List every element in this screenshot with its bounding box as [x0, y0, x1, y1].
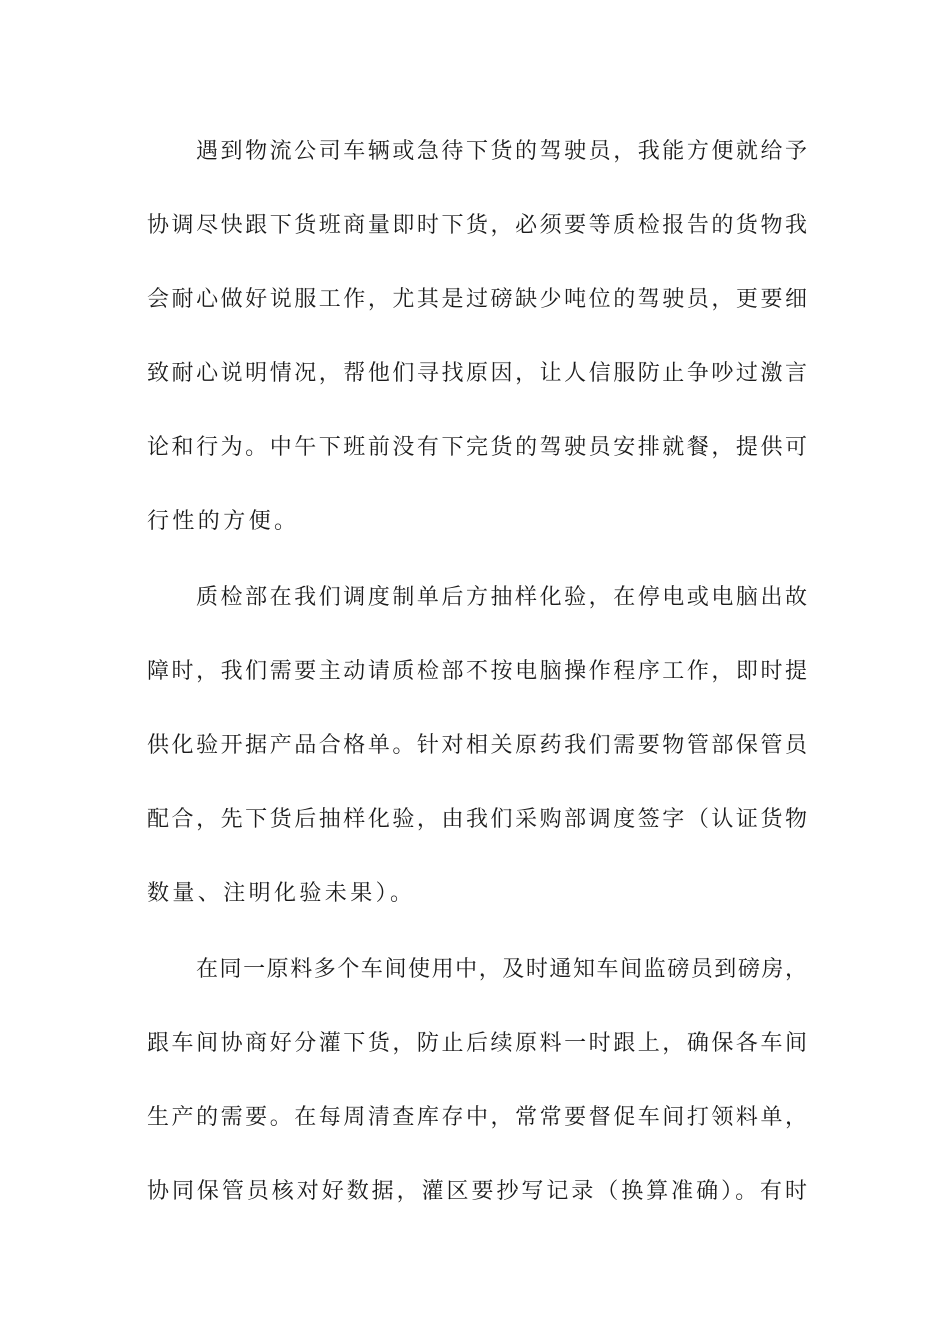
paragraph-1-line-3: 会耐心做好说服工作，尤其是过磅缺少吨位的驾驶员，更要细 — [147, 287, 807, 312]
paragraph-1-line-6: 行性的方便。 — [147, 509, 300, 534]
paragraph-2-line-5: 数量、注明化验未果）。 — [147, 881, 416, 906]
paragraph-2-line-1: 质检部在我们调度制单后方抽样化验，在停电或电脑出故 — [196, 585, 807, 610]
paragraph-2-line-4: 配合，先下货后抽样化验，由我们采购部调度签字（认证货物 — [147, 807, 807, 832]
paragraph-1-line-5: 论和行为。中午下班前没有下完货的驾驶员安排就餐，提供可 — [147, 435, 807, 460]
paragraph-3-line-4: 协同保管员核对好数据，灌区要抄写记录（换算准确）。有时 — [147, 1179, 807, 1204]
paragraph-2-line-3: 供化验开据产品合格单。针对相关原药我们需要物管部保管员 — [147, 733, 807, 758]
paragraph-1-line-1: 遇到物流公司车辆或急待下货的驾驶员，我能方便就给予 — [196, 139, 807, 164]
paragraph-3-line-3: 生产的需要。在每周清查库存中，常常要督促车间打领料单， — [147, 1105, 807, 1130]
paragraph-2-line-2: 障时，我们需要主动请质检部不按电脑操作程序工作，即时提 — [147, 659, 807, 684]
paragraph-3-line-1: 在同一原料多个车间使用中，及时通知车间监磅员到磅房， — [196, 957, 807, 982]
paragraph-1-line-4: 致耐心说明情况，帮他们寻找原因，让人信服防止争吵过激言 — [147, 361, 807, 386]
paragraph-1-line-2: 协调尽快跟下货班商量即时下货，必须要等质检报告的货物我 — [147, 213, 807, 238]
paragraph-3-line-2: 跟车间协商好分灌下货，防止后续原料一时跟上，确保各车间 — [147, 1031, 807, 1056]
